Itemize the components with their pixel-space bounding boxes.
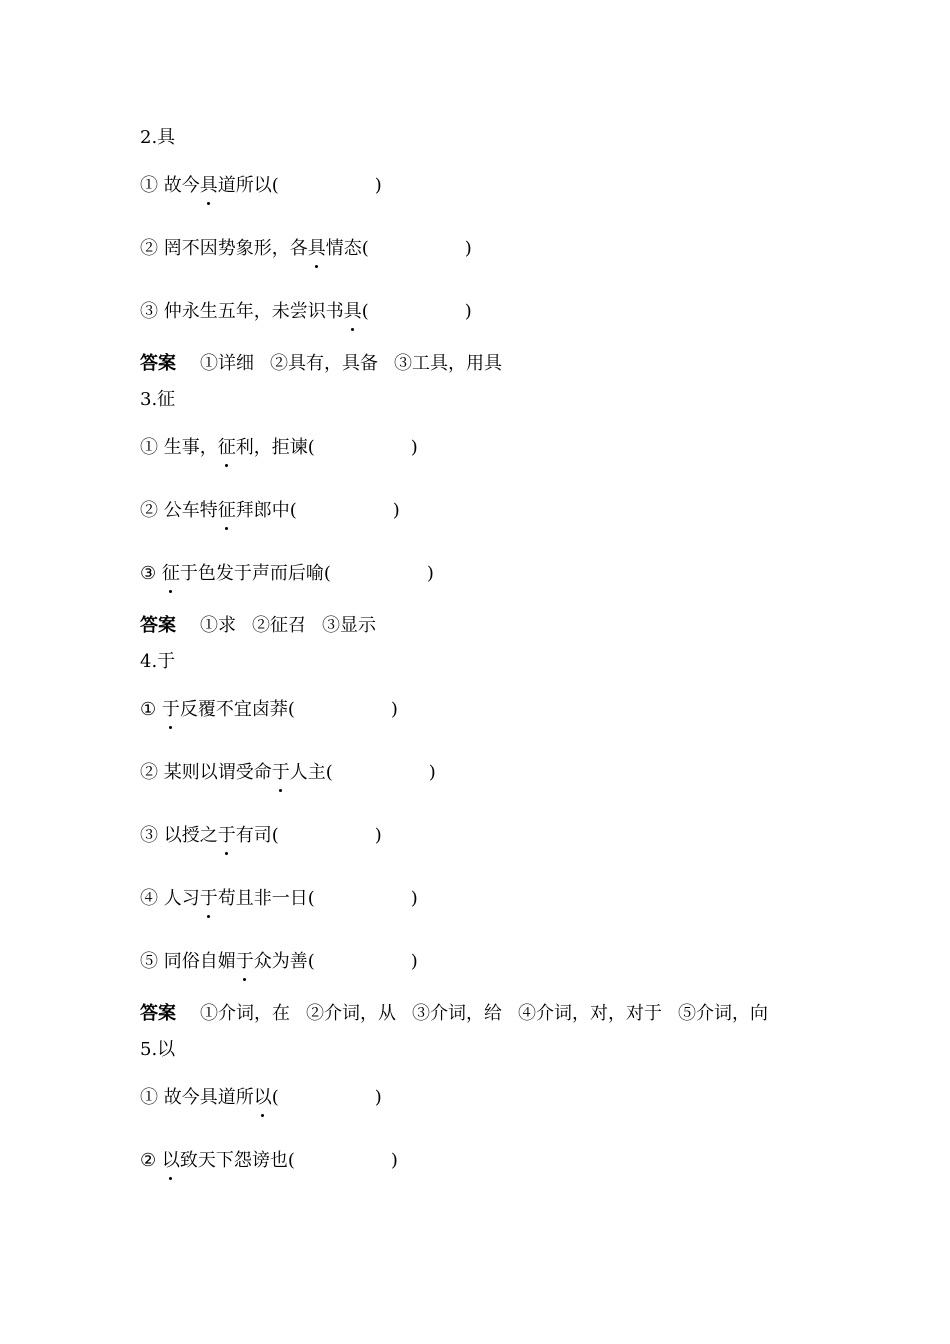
emphasis-char: 于 xyxy=(235,951,254,972)
question-text: 情态 xyxy=(325,238,362,259)
answer-item: ②具有，具备 xyxy=(270,353,378,374)
item-number: ② xyxy=(140,238,164,259)
answer-item: ⑤介词，向 xyxy=(678,1003,768,1024)
section-heading: 3.征 xyxy=(140,389,176,410)
open-paren: ( xyxy=(325,762,333,783)
question-item xyxy=(140,950,418,974)
emphasis-char: 征 xyxy=(161,563,180,584)
answer-line xyxy=(140,1002,784,1026)
answer-item: ②征召 xyxy=(252,615,306,636)
item-number: ② xyxy=(140,500,164,521)
answer-item: ④介词，对，对于 xyxy=(518,1003,662,1024)
item-number: ① xyxy=(140,175,164,196)
open-paren: ( xyxy=(307,951,315,972)
answer-item: ③工具，用具 xyxy=(394,353,502,374)
question-text: 拜郎中 xyxy=(235,500,290,521)
emphasis-char: 于 xyxy=(271,762,290,783)
question-text: 同俗自媚 xyxy=(163,951,236,972)
question-item xyxy=(140,499,400,523)
question-text: 人习 xyxy=(163,888,200,909)
question-text: 生事， xyxy=(163,437,218,458)
question-item xyxy=(140,436,418,460)
question-text: 罔不因势象形，各 xyxy=(163,238,308,259)
question-text: 于色发于声而后喻 xyxy=(179,563,324,584)
question-item xyxy=(140,761,436,785)
question-text: 故今具道所 xyxy=(163,1087,254,1108)
question-text: 众为善 xyxy=(253,951,308,972)
close-paren: ) xyxy=(410,888,418,909)
open-paren: ( xyxy=(307,888,315,909)
item-number: ④ xyxy=(140,888,164,909)
emphasis-char: 具 xyxy=(307,238,326,259)
answer-line xyxy=(140,352,518,376)
question-text: 某则以谓受命 xyxy=(163,762,272,783)
open-paren: ( xyxy=(271,825,279,846)
open-paren: ( xyxy=(289,500,297,521)
close-paren: ) xyxy=(390,699,398,720)
open-paren: ( xyxy=(271,1087,279,1108)
emphasis-char: 征 xyxy=(217,500,236,521)
item-number: ③ xyxy=(140,825,164,846)
close-paren: ) xyxy=(374,825,382,846)
close-paren: ) xyxy=(428,762,436,783)
close-paren: ) xyxy=(426,563,434,584)
answer-item: ①详细 xyxy=(200,353,254,374)
answer-item: ①求 xyxy=(200,615,236,636)
section-heading: 2.具 xyxy=(140,127,176,148)
emphasis-char: 征 xyxy=(217,437,236,458)
answer-label: 答案 xyxy=(140,615,176,636)
item-number: ① xyxy=(140,699,162,720)
item-number: ③ xyxy=(140,301,164,322)
question-item xyxy=(140,1086,382,1110)
question-text: 有司 xyxy=(235,825,272,846)
open-paren: ( xyxy=(307,437,315,458)
answer-item: ③显示 xyxy=(322,615,376,636)
emphasis-char: 以 xyxy=(161,1150,180,1171)
answer-line xyxy=(140,614,392,638)
item-number: ① xyxy=(140,1087,164,1108)
answer-item: ③介词，给 xyxy=(412,1003,502,1024)
section-heading: 5.以 xyxy=(140,1039,176,1060)
close-paren: ) xyxy=(374,1087,382,1108)
question-item xyxy=(140,698,398,722)
question-item xyxy=(140,237,472,261)
answer-label: 答案 xyxy=(140,1003,176,1024)
section-heading: 4.于 xyxy=(140,651,176,672)
open-paren: ( xyxy=(271,175,279,196)
emphasis-char: 于 xyxy=(199,888,218,909)
close-paren: ) xyxy=(392,500,400,521)
question-text: 公车特 xyxy=(163,500,218,521)
answer-label: 答案 xyxy=(140,353,176,374)
question-text: 苟且非一日 xyxy=(217,888,308,909)
open-paren: ( xyxy=(287,1150,295,1171)
emphasis-char: 于 xyxy=(217,825,236,846)
item-number: ② xyxy=(140,762,164,783)
question-text: 故今 xyxy=(163,175,200,196)
close-paren: ) xyxy=(374,175,382,196)
question-item xyxy=(140,562,434,586)
item-number: ① xyxy=(140,437,164,458)
open-paren: ( xyxy=(323,563,331,584)
question-text: 仲永生五年，未尝识书 xyxy=(163,301,344,322)
close-paren: ) xyxy=(410,437,418,458)
question-text: 致天下怨谤也 xyxy=(179,1150,288,1171)
close-paren: ) xyxy=(410,951,418,972)
answer-item: ②介词，从 xyxy=(306,1003,396,1024)
question-text: 利，拒谏 xyxy=(235,437,308,458)
question-text: 人主 xyxy=(289,762,326,783)
open-paren: ( xyxy=(287,699,295,720)
question-item xyxy=(140,174,382,198)
emphasis-char: 于 xyxy=(161,699,180,720)
item-number: ③ xyxy=(140,563,162,584)
question-text: 以授之 xyxy=(163,825,218,846)
close-paren: ) xyxy=(464,238,472,259)
close-paren: ) xyxy=(464,301,472,322)
close-paren: ) xyxy=(390,1150,398,1171)
item-number: ⑤ xyxy=(140,951,164,972)
item-number: ② xyxy=(140,1150,162,1171)
question-text: 道所以 xyxy=(217,175,272,196)
answer-item: ①介词，在 xyxy=(200,1003,290,1024)
question-item xyxy=(140,300,472,324)
emphasis-char: 具 xyxy=(199,175,218,196)
question-item xyxy=(140,1149,398,1173)
emphasis-char: 具 xyxy=(343,301,362,322)
emphasis-char: 以 xyxy=(253,1087,272,1108)
question-item xyxy=(140,887,418,911)
question-text: 反覆不宜卤莽 xyxy=(179,699,288,720)
question-item xyxy=(140,824,382,848)
open-paren: ( xyxy=(361,301,369,322)
open-paren: ( xyxy=(361,238,369,259)
